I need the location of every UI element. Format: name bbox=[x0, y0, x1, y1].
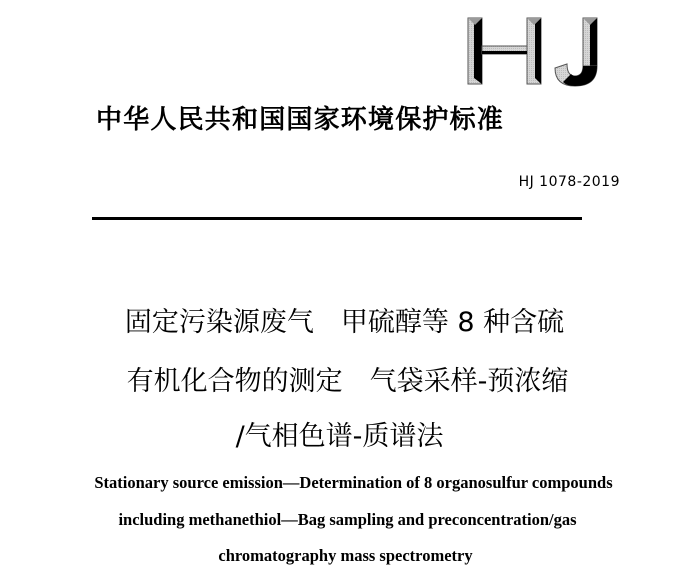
english-title-line-2: including methanethiol—Bag sampling and preconcentration/gas bbox=[118, 510, 577, 529]
hj-logo-icon bbox=[463, 8, 603, 93]
english-title-line-3: chromatography mass spectrometry bbox=[218, 546, 473, 565]
header-divider bbox=[92, 217, 582, 220]
chinese-title-line-1: 固定污染源废气 甲硫醇等 8 种含硫 bbox=[124, 307, 565, 338]
chinese-title-line-2: 有机化合物的测定 气袋采样-预浓缩 bbox=[126, 366, 569, 397]
hj-logo bbox=[463, 8, 603, 93]
standard-number: HJ 1078-2019 bbox=[518, 174, 620, 190]
organization-name: 中华人民共和国国家环境保护标准 bbox=[96, 105, 505, 135]
english-title-line-1: Stationary source emission—Determination of 8 organosulfur compounds bbox=[94, 473, 613, 492]
chinese-title-line-3: /气相色谱-质谱法 bbox=[235, 421, 444, 452]
